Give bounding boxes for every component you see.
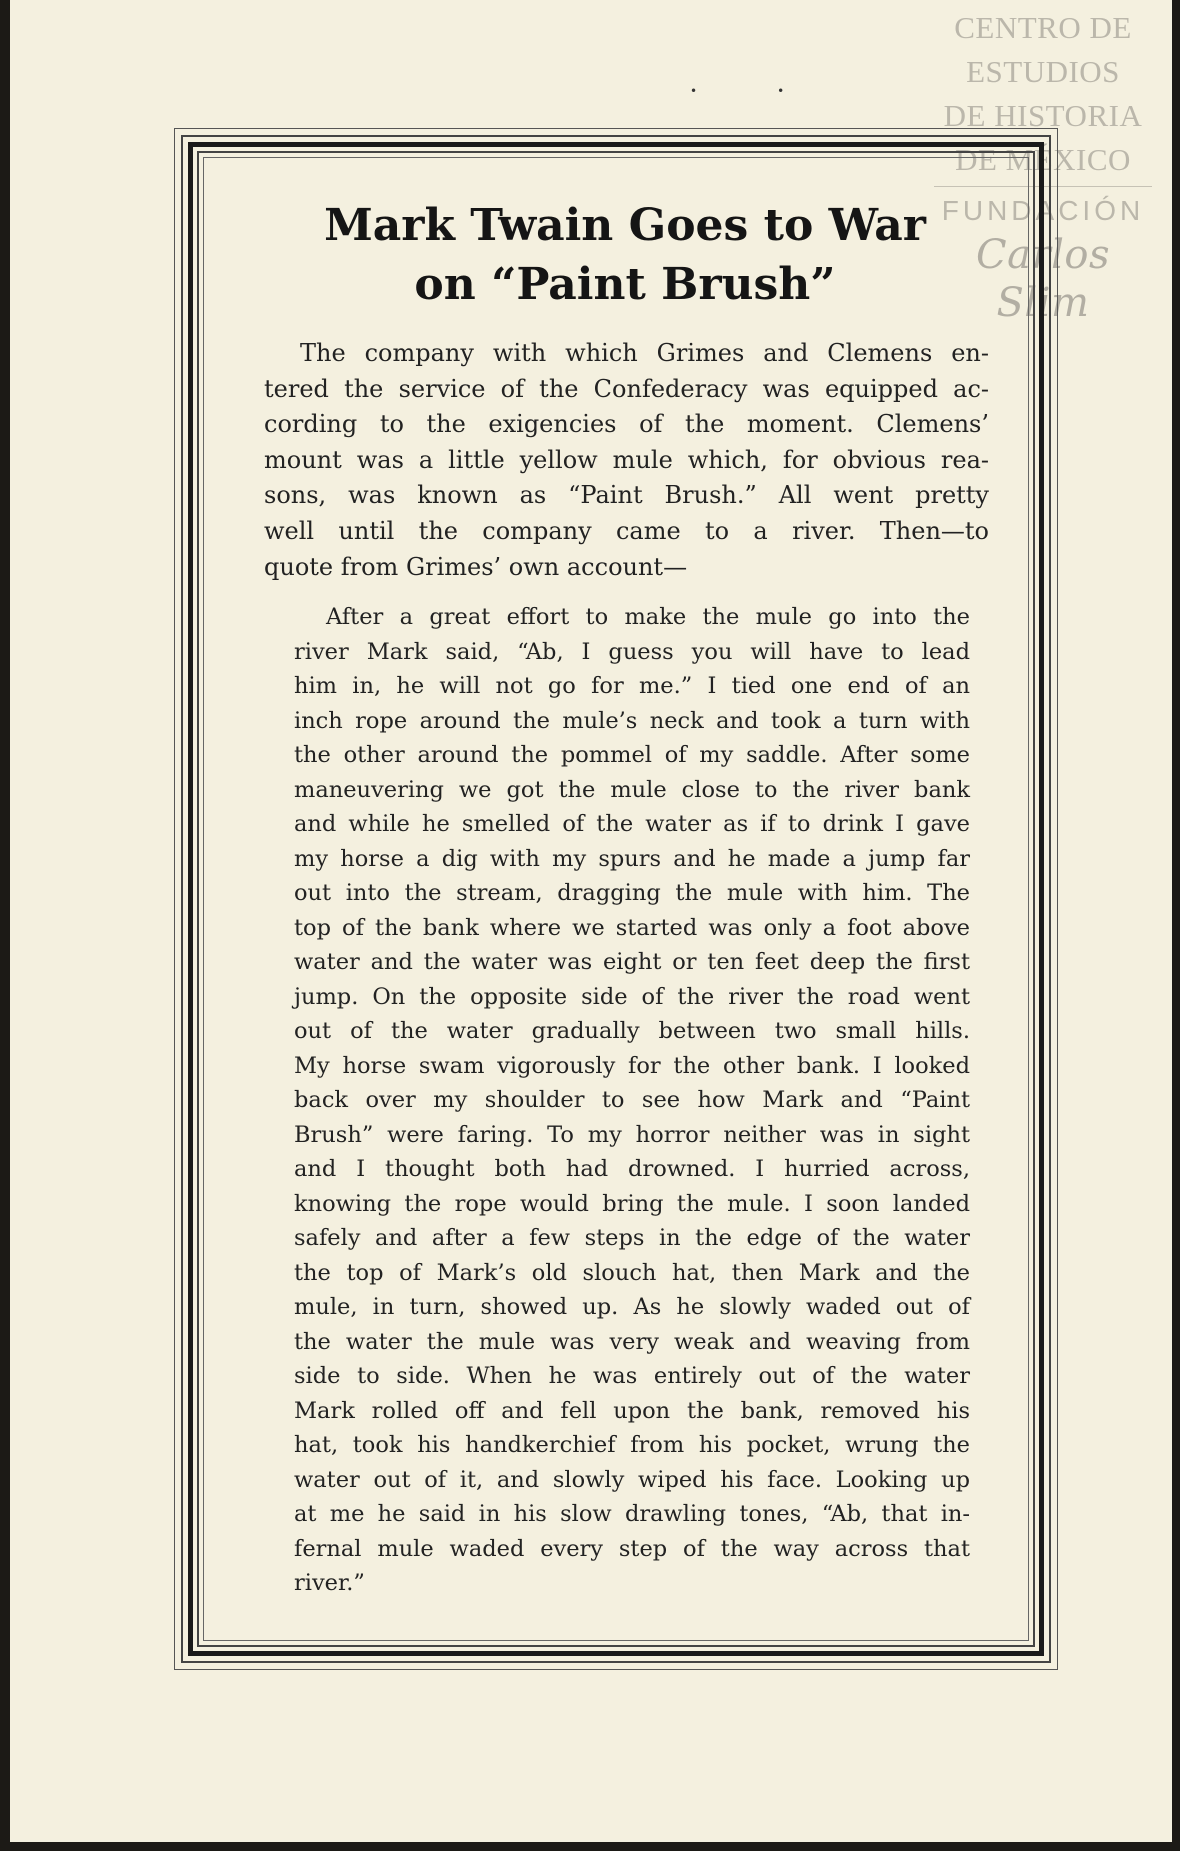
page bbox=[10, 0, 1172, 1842]
quote-line: water and the water was eight or ten feet deep the first bbox=[294, 949, 970, 976]
quote-line: After a great effort to make the mule go into the bbox=[326, 604, 970, 631]
watermark-line: ESTUDIOS bbox=[966, 54, 1120, 89]
article-content bbox=[264, 196, 989, 1601]
quote-line: and I thought both had drowned. I hurried across, bbox=[294, 1156, 970, 1183]
quote-line: maneuvering we got the mule close to the river bank bbox=[294, 776, 970, 803]
quote-line: hat, took his handkerchief from his pocket, wrung the bbox=[294, 1432, 970, 1459]
watermark-line: CENTRO DE bbox=[954, 10, 1132, 45]
decorative-dots: •• bbox=[690, 84, 865, 98]
quote-line: side to side. When he was entirely out of the water bbox=[294, 1363, 970, 1390]
watermark-foundation: FUNDACIÓN bbox=[941, 195, 1145, 226]
text-line: sons, was known as “Paint Brush.” All went pretty bbox=[264, 481, 989, 510]
text-line: The company with which Grimes and Clemens en- bbox=[300, 339, 989, 367]
watermark-signature: Carlos Slim bbox=[976, 232, 1110, 326]
title-line: on “Paint Brush” bbox=[414, 259, 836, 310]
grimes-quote bbox=[294, 600, 970, 1601]
quote-line: safely and after a few steps in the edge of the water bbox=[294, 1225, 970, 1252]
quote-line: and while he smelled of the water as if to drink I gave bbox=[294, 811, 970, 838]
title-line: Mark Twain Goes to War bbox=[324, 200, 926, 251]
quote-line: inch rope around the mule’s neck and took a turn with bbox=[294, 707, 970, 734]
intro-paragraph bbox=[264, 336, 989, 585]
quote-line: Brush” were faring. To my horror neither was in sight bbox=[294, 1121, 970, 1148]
text-line: mount was a little yellow mule which, for obvious rea- bbox=[264, 445, 989, 474]
quote-line: out of the water gradually between two small hills. bbox=[294, 1018, 970, 1045]
quote-line: the other around the pommel of my saddle. After some bbox=[294, 742, 970, 769]
watermark-line: DE MÉXICO bbox=[955, 142, 1131, 177]
quote-line: My horse swam vigorously for the other bank. I looked bbox=[294, 1052, 970, 1079]
text-line: quote from Grimes’ own account— bbox=[264, 552, 688, 581]
text-line: tered the service of the Confederacy was equipped ac- bbox=[264, 374, 989, 403]
text-line: cording to the exigencies of the moment. Clemens’ bbox=[264, 410, 989, 439]
quote-line: fernal mule waded every step of the way across that bbox=[294, 1535, 970, 1562]
quote-line: river Mark said, “Ab, I guess you will have to lead bbox=[294, 638, 970, 665]
quote-line: the top of Mark’s old slouch hat, then Mark and the bbox=[294, 1259, 970, 1286]
quote-line: my horse a dig with my spurs and he made a jump far bbox=[294, 845, 970, 872]
quote-line: mule, in turn, showed up. As he slowly waded out of bbox=[294, 1294, 970, 1321]
quote-line: river.” bbox=[294, 1570, 365, 1597]
quote-line: him in, he will not go for me.” I tied one end of an bbox=[294, 673, 970, 700]
quote-line: top of the bank where we started was only a foot above bbox=[294, 914, 970, 941]
quote-line: Mark rolled off and fell upon the bank, removed his bbox=[294, 1397, 970, 1424]
watermark-line: DE HISTORIA bbox=[943, 98, 1143, 133]
quote-line: jump. On the opposite side of the river the road went bbox=[294, 983, 970, 1010]
quote-line: out into the stream, dragging the mule with him. The bbox=[294, 880, 970, 907]
quote-line: the water the mule was very weak and weaving from bbox=[294, 1328, 970, 1355]
quote-line: knowing the rope would bring the mule. I soon landed bbox=[294, 1190, 970, 1217]
text-line: well until the company came to a river. Then—to bbox=[264, 516, 989, 545]
article-title bbox=[264, 196, 986, 314]
quote-line: back over my shoulder to see how Mark and “Paint bbox=[294, 1087, 970, 1114]
quote-line: at me he said in his slow drawling tones, “Ab, that in- bbox=[294, 1501, 970, 1528]
quote-line: water out of it, and slowly wiped his face. Looking up bbox=[294, 1466, 970, 1493]
